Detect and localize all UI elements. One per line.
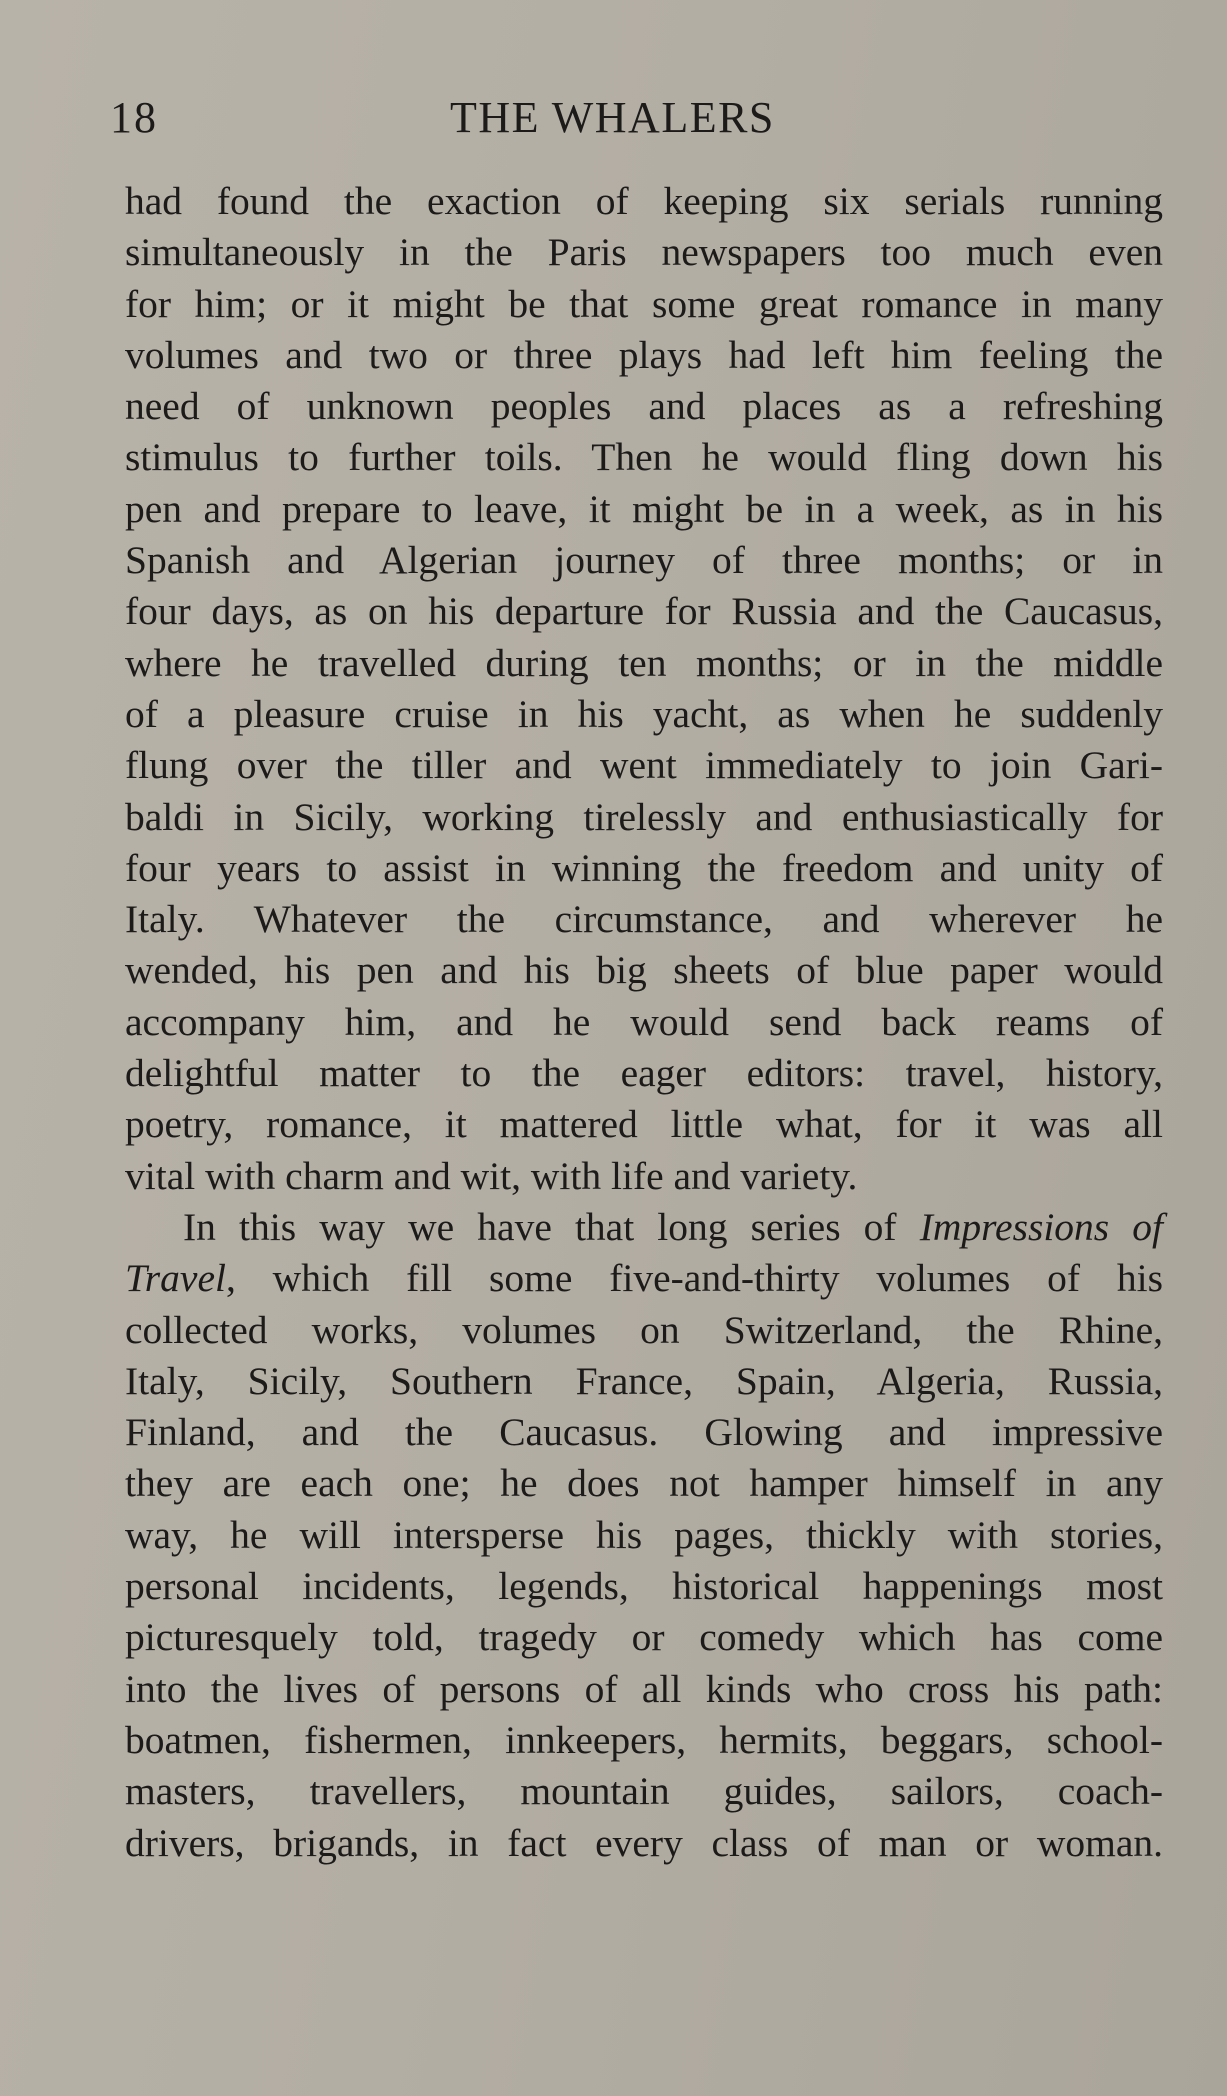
text-line: stimulus to further toils. Then he would fling down his <box>125 435 1163 480</box>
text-line: flung over the tiller and went immediately to join Gari- <box>125 743 1163 788</box>
text-line: masters, travellers, mountain guides, sailors, coach- <box>125 1769 1163 1814</box>
text-line: way, he will intersperse his pages, thickly with stories, <box>125 1512 1163 1557</box>
text-line: personal incidents, legends, historical happenings most <box>125 1564 1163 1609</box>
italic-title: Travel <box>125 1256 226 1301</box>
text-line: collected works, volumes on Switzerland, the Rhine, <box>125 1307 1163 1352</box>
text-line: Italy. Whatever the circumstance, and wherever he <box>125 897 1163 942</box>
body-text <box>125 176 1163 1869</box>
text-line: Italy, Sicily, Southern France, Spain, Algeria, Russia, <box>125 1358 1163 1403</box>
text-line: had found the exaction of keeping six serials running <box>125 179 1163 223</box>
text-line: baldi in Sicily, working tirelessly and enthusiastically for <box>125 794 1163 839</box>
line-text: In this way we have that long series of <box>183 1204 920 1249</box>
text-line: into the lives of persons of all kinds who cross his path: <box>125 1666 1163 1711</box>
text-line: Finland, and the Caucasus. Glowing and impressive <box>125 1410 1163 1455</box>
text-line: wended, his pen and his big sheets of blue paper would <box>125 948 1163 993</box>
page-number: 18 <box>110 93 158 142</box>
line-text: , which fill some five-and-thirty volumes of his <box>225 1256 1163 1301</box>
text-line: simultaneously in the Paris newspapers too much even <box>125 230 1163 275</box>
text-line: four days, as on his departure for Russia and the Caucasus, <box>125 589 1163 634</box>
text-line: picturesquely told, tragedy or comedy which has come <box>125 1615 1163 1660</box>
text-line: accompany him, and he would send back reams of <box>125 999 1163 1044</box>
running-title: THE WHALERS <box>450 93 775 142</box>
text-line: volumes and two or three plays had left him feeling the <box>125 332 1163 377</box>
text-line: drivers, brigands, in fact every class of man or woman. <box>125 1820 1163 1865</box>
text-line: need of unknown peoples and places as a refreshing <box>125 384 1163 429</box>
text-line: four years to assist in winning the freedom and unity of <box>125 845 1163 890</box>
text-line: poetry, romance, it mattered little what, for it was all <box>125 1102 1163 1147</box>
text-line: Spanish and Algerian journey of three months; or in <box>125 538 1163 583</box>
text-line: of a pleasure cruise in his yacht, as when he suddenly <box>125 691 1163 736</box>
text-line: boatmen, fishermen, innkeepers, hermits, beggars, school- <box>125 1717 1163 1762</box>
paragraph-end-line: vital with charm and wit, with life and variety. <box>125 1153 858 1198</box>
text-line: for him; or it might be that some great romance in many <box>125 281 1163 326</box>
paragraph-start-line <box>125 1202 1163 1253</box>
text-line: pen and prepare to leave, it might be in a week, as in his <box>125 486 1163 531</box>
running-head <box>110 92 1160 152</box>
text-line: they are each one; he does not hamper himself in any <box>125 1461 1163 1506</box>
text-line: where he travelled during ten months; or in the middle <box>125 640 1163 685</box>
text-line: delightful matter to the eager editors: travel, history, <box>125 1051 1163 1096</box>
italic-title: Impressions of <box>919 1204 1163 1249</box>
text-line <box>125 1253 1163 1304</box>
